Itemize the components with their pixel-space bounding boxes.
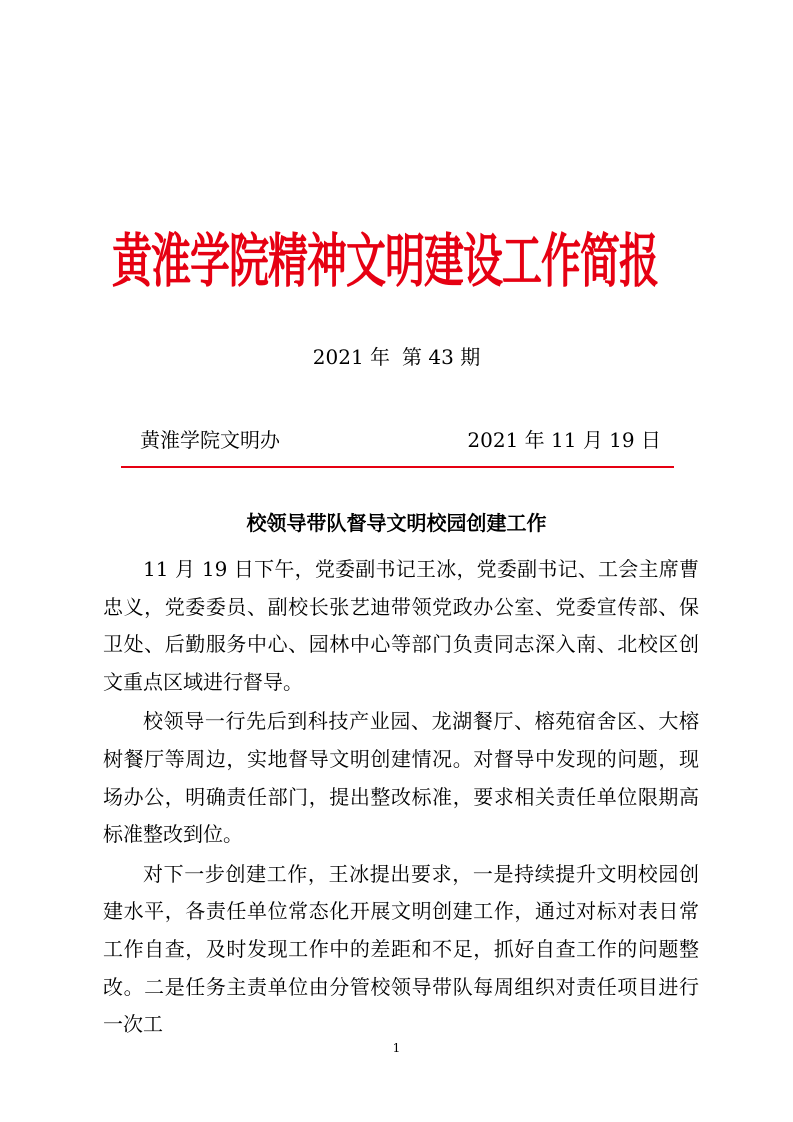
page-number: 1 [392,1041,401,1055]
paragraph: 11 月 19 日下午，党委副书记王冰，党委副书记、工会主席曹忠义，党委委员、副校长张艺迪带领党政办公室、党委宣传部、保卫处、后勤服务中心、园林中心等部门负责同志深入南、北校区创文重点区域进行督导。 [103,557,699,694]
masthead-title: 黄淮学院精神文明建设工作简报 [112,227,658,296]
paragraph: 对下一步创建工作，王冰提出要求，一是持续提升文明校园创建水平，各责任单位常态化开展文明创建工作，通过对标对表日常工作自查，及时发现工作中的差距和不足，抓好自查工作的问题整改。二是任务主责单位由分管校领导带队每周组织对责任项目进行一次工 [103,861,699,1037]
article-body [103,551,699,1044]
issuer: 黄淮学院文明办 [140,428,280,452]
paragraph: 校领导一行先后到科技产业园、龙湖餐厅、榕苑宿舍区、大榕树餐厅等周边，实地督导文明创建情况。对督导中发现的问题，现场办公，明确责任部门，提出整改标准，要求相关责任单位限期高标准整改到位。 [103,709,699,847]
issue-number: 第 43 期 [402,345,481,369]
red-divider [121,466,674,468]
issue-date: 2021 年 11 月 19 日 [467,428,661,452]
issue-line [0,342,793,372]
issue-year: 2021 年 [312,345,391,369]
article-title: 校领导带队督导文明校园创建工作 [246,511,547,535]
